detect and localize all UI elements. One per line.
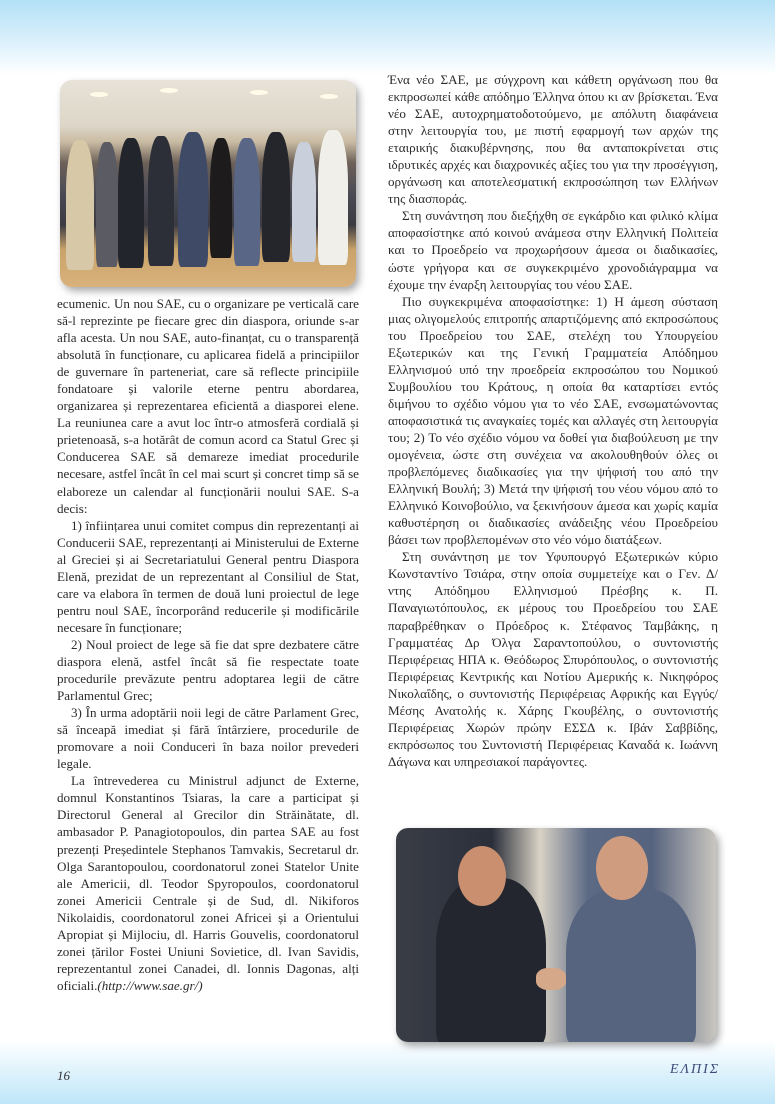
source-link[interactable]: (http://www.sae.gr/) — [97, 977, 203, 993]
paragraph: Στη συνάντηση με τον Υφυπουργό Εξωτερικών κύριο Κωνσταντίνο Τσιάρα, στην οποία συμμετείχε και ο Γεν. Δ/ντης Απόδημου Ελληνισμού Πρέσβης κ. Π. Παναγιωτόπουλος, εκ μέρους του Προεδρείου του ΣΑΕ παραβρέθηκαν ο Πρόεδρος κ. Στέφανος Ταμβάκης, η Γραμματέας Δρ Όλγα Σαραντοπούλου, ο συντονιστής Περιφέρειας ΗΠΑ κ. Θεόδωρος Σπυρόπουλος, ο συντονιστής Περιφέρειας Κεντρικής και Νοτίου Αμερικής κ. Νικηφόρος Νικολαΐδης, ο συντονιστής Περιφέρειας Αφρικής και Εγγύς/Μέσης Ανατολής κ. Χάρης Γκουβέλης, ο συντονιστής Περιφέρειας Χωρών πρώην ΕΣΣΔ κ. Ιβάν Σαββίδης, εκπρόσωπος του Συντονιστή Περιφέρειας Καναδά κ. Ιωάννη Δάγωνα και υπηρεσιακοί παράγοντες. — [388, 549, 718, 769]
paragraph: 2) Noul proiect de lege să fie dat spre dezbatere către diaspora elenă, astfel încât să fie respectate toate procedurile prevăzute pentru adoptarea legii de către Parlamentul Grec; — [57, 636, 359, 704]
person-head — [596, 836, 648, 900]
left-column-romanian — [57, 295, 359, 994]
magazine-title: ΕΛΠΙΣ — [670, 1062, 721, 1077]
paragraph-with-source — [57, 772, 359, 994]
person-figure — [210, 138, 232, 258]
person-figure — [96, 142, 118, 267]
person-figure — [66, 140, 94, 270]
handshake-photo — [396, 828, 716, 1042]
paragraph: Στη συνάντηση που διεξήχθη σε εγκάρδιο και φιλικό κλίμα αποφασίστηκε από κοινού ανάμεσα στην Ελληνική Πολιτεία και το Προεδρείο να προχωρήσουν άμεσα οι διαδικασίες, ώστε γρήγορα και σε συγκεκριμένο χρονοδιάγραμμα να έχουμε την έναρξη λειτουργίας του νέου ΣΑΕ. — [388, 208, 718, 292]
person-figure — [148, 136, 174, 266]
person-head — [458, 846, 506, 906]
paragraph: ecumenic. Un nou SAE, cu o organizare pe verticală care să-l reprezinte pe fiecare grec din diaspora, oriunde s-ar afla acesta. Un nou SAE, auto-finanțat, cu o transparență absolută în funcționare, cu aplicarea fidelă a principiilor de guvernare în parteneriat, care să reflecte principiile fondatoare și valorile eterne pentru abordarea, organizarea și reprezentarea eficientă a diasporei elene. La reuniunea care a avut loc într-o atmosferă cordială și prietenoasă, s-a hotărât de comun acord ca Statul Grec și Conducerea SAE să demareze imediat procedurile necesare, astfel încât în cel mai scurt și concret timp să se elaboreze un calendar al funcționării noului SAE. S-a decis: — [57, 296, 359, 516]
paragraph: La întrevederea cu Ministrul adjunct de Externe, domnul Konstantinos Tsiaras, la care a participat și Directorul General al Grecilor din Străinătate, dl. ambasador P. Panagiotopoulos, din partea SAE au fost prezenți Președintele Stephanos Tamvakis, Secretarul dr. Olga Sarantopoulou, coordonatorul zonei Statelor Unite ale Americii, dl. Teodor Spyropoulos, coordonatorul zonei Americii Centrale și de Sud, dl. Nikiforos Nikolaidis, coordonatorul zonei Africei și a Orientului Apropiat și Mijlociu, dl. Harris Gouvelis, coordonatorul zonei țărilor Fostei Uniuni Sovietice, dl. Ivan Savidis, reprezentantul zonei Canadei, dl. Ionnis Dagonas, alți oficiali. — [57, 773, 359, 993]
paragraph: Ένα νέο ΣΑΕ, με σύγχρονη και κάθετη οργάνωση που θα εκπροσωπεί κάθε απόδημο Έλληνα όπου κι αν βρίσκεται. Ένα νέο ΣΑΕ, αυτοχρηματοδοτούμενο, με απόλυτη διαφάνεια στην λειτουργία του, με πιστή εφαρμογή των αρχών της εταιρικής διακυβέρνησης, που θα ανταποκρίνεται στις ιδρυτικές αρχές και διαχρονικές αξίες του για την προσέγγιση, οργάνωση και αποτελεσματική εκπροσώπηση των Ελλήνων της διασποράς. — [388, 72, 718, 207]
handshake-hands — [536, 968, 566, 990]
group-photo — [60, 80, 356, 287]
right-column-greek — [388, 71, 718, 770]
paragraph: 3) În urma adoptării noii legi de către Parlament Grec, să înceapă imediat și fără întârziere, procedurile de promovare a noii Conduceri în baza noilor prevederi legale. — [57, 705, 359, 772]
ceiling-light — [320, 94, 338, 99]
ceiling-light — [90, 92, 108, 97]
paragraph: Πιο συγκεκριμένα αποφασίστηκε: 1) Η άμεση σύσταση μιας ολιγομελούς επιτροπής απαρτιζόμενης από εκπροσώπους του Προεδρείου του ΣΑΕ, στελέχη του Υπουργείου Εξωτερικών και της Γενική Γραμματεία Απόδημου Ελληνισμού υπό την προεδρεία εκπροσώπου του Νομικού Συμβουλίου του Κράτους, η οποία θα καταρτίσει εντός διμήνου το σχέδιο νόμου για το νέο ΣΑΕ, ενσωματώνοντας αποφασιστικά τις αναγκαίες τομές και αλλαγές στη λειτουργία του; 2) Το νέο σχέδιο νόμου να δοθεί για διαβούλευση με την ομογένεια, ώστε στη συνέχεια να ακολουθηθούν όλες οι προβλεπόμενες διαδικασίες για την ψήφισή του από την Ελληνική Βουλή; 3) Μετά την ψήφισή του νέου νόμου από το Ελληνικό Κοινοβούλιο, να ξεκινήσουν άμεσα και χωρίς καμία καθυστέρηση οι διαδικασίες ανάδειξης νέου Προεδρείου βάσει των προβλεπομένων στο νέο νόμο διατάξεων. — [388, 293, 718, 548]
paragraph: 1) înființarea unui comitet compus din reprezentanți ai Conducerii SAE, reprezentanți ai Ministerului de Externe al Greciei și ai Secretariatului General pentru Diaspora Elenă, prezidat de un reprezentant al Consiliul de Stat, care va elabora în termen de două luni proiectul de lege pentru noul SAE, încorporând reducerile și modificările necesare în funcționare; — [57, 517, 359, 635]
person-figure — [118, 138, 144, 268]
person-figure — [292, 142, 316, 262]
ceiling-light — [250, 90, 268, 95]
person-figure — [234, 138, 260, 266]
person-figure — [318, 130, 348, 265]
person-figure — [262, 132, 290, 262]
page-number: 16 — [57, 1068, 70, 1083]
person-figure — [178, 132, 208, 267]
person-figure — [566, 888, 696, 1042]
ceiling-light — [160, 88, 178, 93]
